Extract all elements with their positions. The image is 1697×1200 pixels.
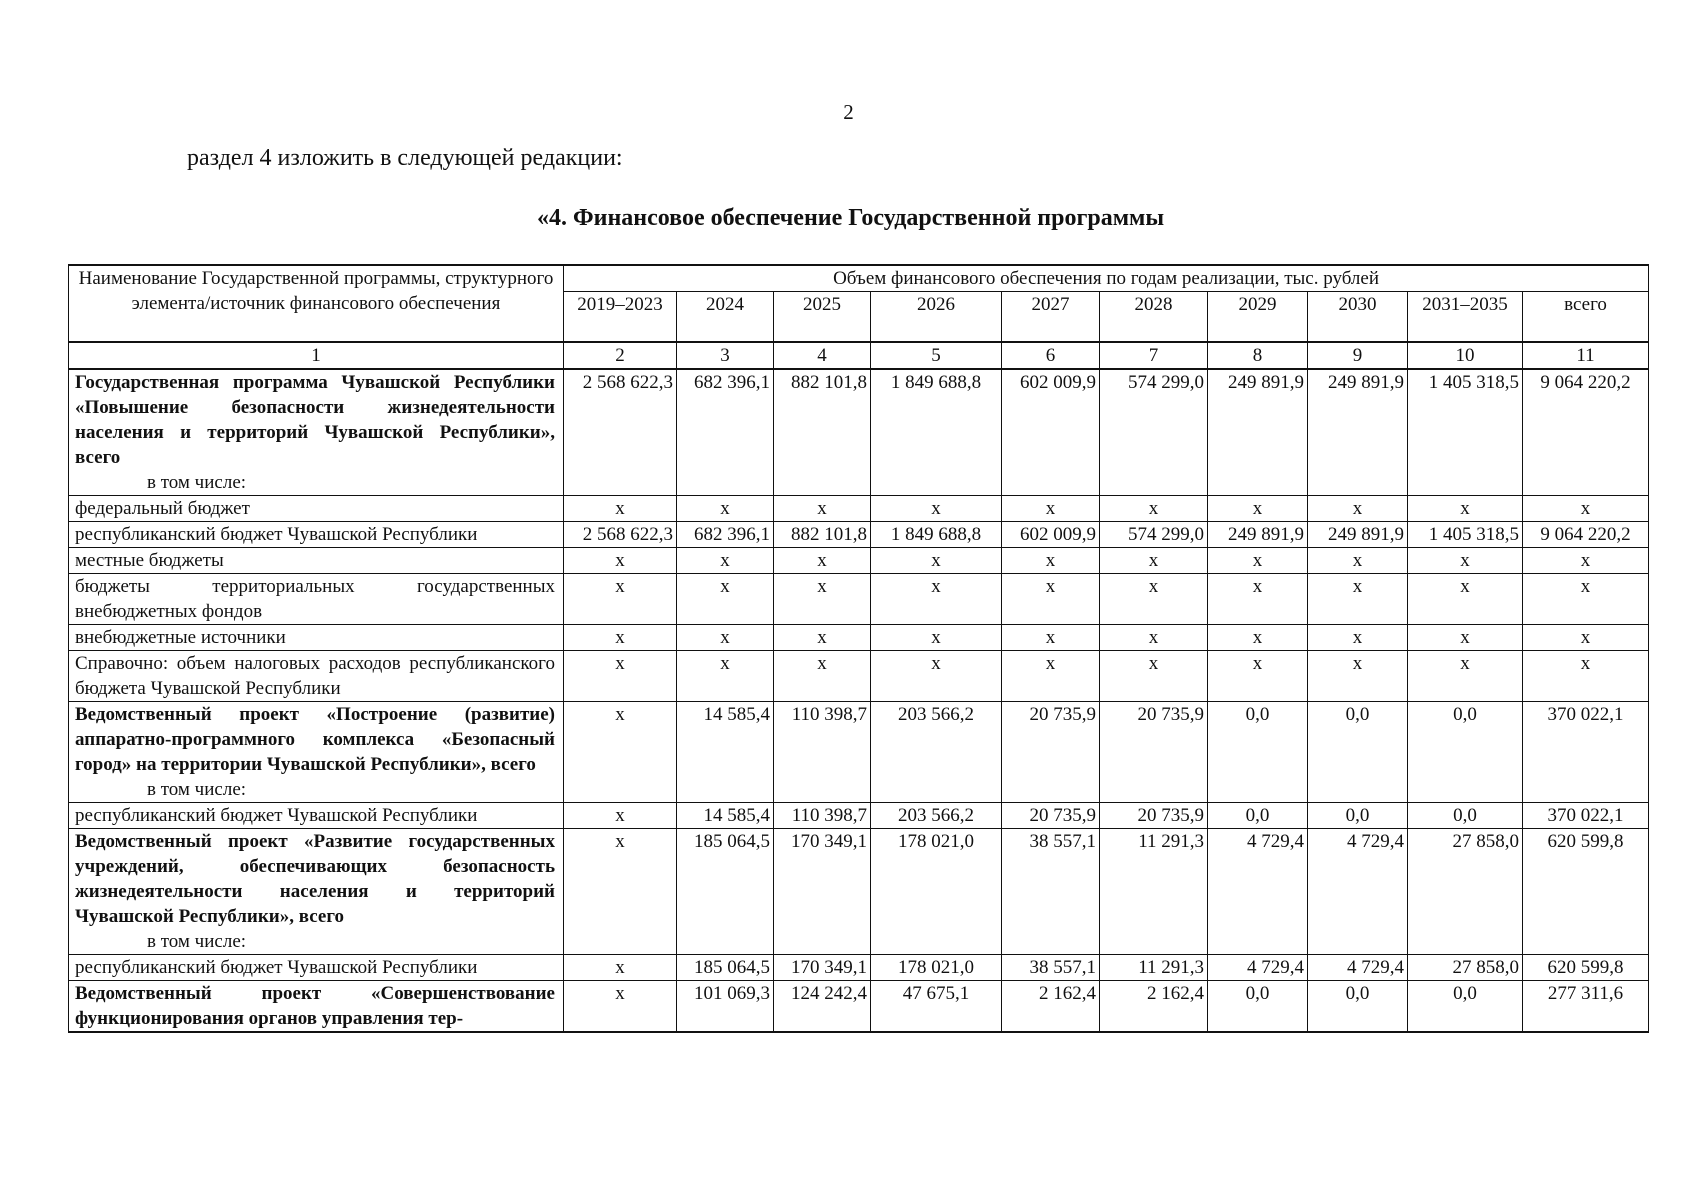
- table-row: [69, 369, 1649, 496]
- value-cell: x: [1308, 650, 1408, 701]
- value-cell: 249 891,9: [1308, 521, 1408, 547]
- value-cell: x: [564, 573, 677, 624]
- row-subtitle: в том числе:: [147, 778, 247, 800]
- value-cell: x: [564, 954, 677, 980]
- value-cell: 170 349,1: [774, 828, 871, 954]
- value-cell: x: [1523, 650, 1649, 701]
- row-name: [69, 573, 564, 624]
- value-cell: 110 398,7: [774, 701, 871, 802]
- value-cell: 602 009,9: [1002, 521, 1100, 547]
- value-cell: 682 396,1: [677, 369, 774, 496]
- value-cell: 20 735,9: [1002, 701, 1100, 802]
- column-number: 2: [564, 342, 677, 369]
- value-cell: 2 162,4: [1002, 980, 1100, 1032]
- value-cell: 620 599,8: [1523, 954, 1649, 980]
- value-cell: x: [677, 495, 774, 521]
- value-cell: 2 162,4: [1100, 980, 1208, 1032]
- value-cell: 20 735,9: [1002, 802, 1100, 828]
- value-cell: x: [564, 650, 677, 701]
- table-row: [69, 954, 1649, 980]
- row-subtitle: в том числе:: [147, 471, 247, 493]
- value-cell: 14 585,4: [677, 701, 774, 802]
- value-cell: x: [1408, 650, 1523, 701]
- value-cell: 602 009,9: [1002, 369, 1100, 496]
- intro-text: раздел 4 изложить в следующей редакции:: [187, 145, 623, 171]
- value-cell: x: [1523, 624, 1649, 650]
- header-name: Наименование Государственной программы, структурного элемента/источник финансового обеспечения: [69, 265, 564, 342]
- value-cell: 27 858,0: [1408, 954, 1523, 980]
- row-name: [69, 701, 564, 802]
- year-header: 2026: [871, 292, 1002, 342]
- value-cell: x: [1308, 495, 1408, 521]
- value-cell: 2 568 622,3: [564, 521, 677, 547]
- row-name: [69, 828, 564, 954]
- value-cell: 249 891,9: [1308, 369, 1408, 496]
- column-number: 5: [871, 342, 1002, 369]
- value-cell: x: [871, 650, 1002, 701]
- table-row: [69, 701, 1649, 802]
- value-cell: 178 021,0: [871, 954, 1002, 980]
- value-cell: x: [1308, 624, 1408, 650]
- row-name: [69, 521, 564, 547]
- row-name-text: бюджеты территориальных государственных внебюджетных фондов: [75, 575, 555, 622]
- table-row: [69, 573, 1649, 624]
- value-cell: 20 735,9: [1100, 802, 1208, 828]
- value-cell: 38 557,1: [1002, 828, 1100, 954]
- value-cell: 124 242,4: [774, 980, 871, 1032]
- row-name: [69, 547, 564, 573]
- value-cell: 20 735,9: [1100, 701, 1208, 802]
- value-cell: 2 568 622,3: [564, 369, 677, 496]
- row-name-text: федеральный бюджет: [75, 497, 250, 519]
- value-cell: x: [1208, 650, 1308, 701]
- value-cell: x: [564, 828, 677, 954]
- value-cell: 1 405 318,5: [1408, 369, 1523, 496]
- column-number: 11: [1523, 342, 1649, 369]
- value-cell: x: [871, 547, 1002, 573]
- value-cell: 101 069,3: [677, 980, 774, 1032]
- value-cell: x: [871, 624, 1002, 650]
- value-cell: x: [1002, 573, 1100, 624]
- value-cell: 882 101,8: [774, 369, 871, 496]
- value-cell: 0,0: [1208, 802, 1308, 828]
- value-cell: 14 585,4: [677, 802, 774, 828]
- value-cell: 170 349,1: [774, 954, 871, 980]
- value-cell: 0,0: [1308, 802, 1408, 828]
- value-cell: x: [774, 573, 871, 624]
- row-name-text: Ведомственный проект «Совершенствование функционирования органов управления тер-: [75, 982, 555, 1029]
- row-name: [69, 802, 564, 828]
- row-name-text: республиканский бюджет Чувашской Республики: [75, 523, 478, 545]
- value-cell: x: [677, 573, 774, 624]
- value-cell: x: [1523, 547, 1649, 573]
- value-cell: 9 064 220,2: [1523, 521, 1649, 547]
- value-cell: x: [1100, 573, 1208, 624]
- row-name-text: Справочно: объем налоговых расходов республиканского бюджета Чувашской Республики: [75, 652, 555, 699]
- row-name-text: внебюджетные источники: [75, 626, 286, 648]
- value-cell: 682 396,1: [677, 521, 774, 547]
- table-row: [69, 828, 1649, 954]
- column-number: 1: [69, 342, 564, 369]
- table-row: [69, 624, 1649, 650]
- row-name-text: Ведомственный проект «Построение (развитие) аппаратно-программного комплекса «Безопасный город» на территории Чувашской Республики», всего: [75, 703, 555, 775]
- year-header: 2019–2023: [564, 292, 677, 342]
- value-cell: 1 405 318,5: [1408, 521, 1523, 547]
- value-cell: 11 291,3: [1100, 954, 1208, 980]
- value-cell: 370 022,1: [1523, 701, 1649, 802]
- column-number: 3: [677, 342, 774, 369]
- section-title: «4. Финансовое обеспечение Государственной программы: [537, 205, 1165, 231]
- value-cell: x: [1408, 495, 1523, 521]
- row-name-text: местные бюджеты: [75, 549, 224, 571]
- column-number: 6: [1002, 342, 1100, 369]
- value-cell: x: [564, 624, 677, 650]
- value-cell: x: [1408, 624, 1523, 650]
- value-cell: 277 311,6: [1523, 980, 1649, 1032]
- value-cell: x: [1002, 624, 1100, 650]
- value-cell: 0,0: [1408, 980, 1523, 1032]
- value-cell: x: [1100, 650, 1208, 701]
- table-row: [69, 547, 1649, 573]
- value-cell: 203 566,2: [871, 701, 1002, 802]
- value-cell: x: [1208, 495, 1308, 521]
- header-group: Объем финансового обеспечения по годам реализации, тыс. рублей: [564, 265, 1649, 292]
- row-name: [69, 954, 564, 980]
- value-cell: 882 101,8: [774, 521, 871, 547]
- value-cell: 47 675,1: [871, 980, 1002, 1032]
- value-cell: x: [677, 624, 774, 650]
- value-cell: 249 891,9: [1208, 369, 1308, 496]
- year-header: 2027: [1002, 292, 1100, 342]
- value-cell: 110 398,7: [774, 802, 871, 828]
- value-cell: x: [774, 624, 871, 650]
- value-cell: x: [774, 650, 871, 701]
- value-cell: 0,0: [1208, 701, 1308, 802]
- value-cell: x: [564, 802, 677, 828]
- row-name-text: Государственная программа Чувашской Республики «Повышение безопасности жизнедеятельности населения и территорий Чувашской Республики», всего: [75, 371, 555, 468]
- value-cell: x: [1408, 547, 1523, 573]
- row-name: [69, 369, 564, 496]
- table-row: [69, 495, 1649, 521]
- financing-table: [68, 264, 1649, 1033]
- value-cell: x: [564, 701, 677, 802]
- row-name-text: Ведомственный проект «Развитие государственных учреждений, обеспечивающих безопасность жизнедеятельности населения и территорий Чувашской Республики», всего: [75, 830, 555, 927]
- value-cell: x: [1523, 495, 1649, 521]
- year-header: 2029: [1208, 292, 1308, 342]
- value-cell: 38 557,1: [1002, 954, 1100, 980]
- value-cell: 249 891,9: [1208, 521, 1308, 547]
- value-cell: 178 021,0: [871, 828, 1002, 954]
- value-cell: 4 729,4: [1208, 954, 1308, 980]
- value-cell: x: [871, 495, 1002, 521]
- row-name: [69, 650, 564, 701]
- table-row: [69, 802, 1649, 828]
- column-number: 9: [1308, 342, 1408, 369]
- year-header: 2028: [1100, 292, 1208, 342]
- value-cell: 9 064 220,2: [1523, 369, 1649, 496]
- year-header: 2025: [774, 292, 871, 342]
- value-cell: x: [1308, 573, 1408, 624]
- value-cell: x: [1208, 547, 1308, 573]
- value-cell: 0,0: [1408, 802, 1523, 828]
- row-name-text: республиканский бюджет Чувашской Республики: [75, 956, 478, 978]
- value-cell: 203 566,2: [871, 802, 1002, 828]
- table-row: [69, 521, 1649, 547]
- value-cell: x: [1002, 547, 1100, 573]
- value-cell: x: [1100, 624, 1208, 650]
- row-name: [69, 495, 564, 521]
- value-cell: x: [1002, 650, 1100, 701]
- value-cell: x: [1100, 495, 1208, 521]
- value-cell: x: [774, 547, 871, 573]
- value-cell: 574 299,0: [1100, 521, 1208, 547]
- value-cell: x: [1002, 495, 1100, 521]
- value-cell: x: [1523, 573, 1649, 624]
- value-cell: 4 729,4: [1208, 828, 1308, 954]
- value-cell: x: [564, 547, 677, 573]
- value-cell: 4 729,4: [1308, 954, 1408, 980]
- value-cell: 0,0: [1208, 980, 1308, 1032]
- value-cell: 0,0: [1308, 980, 1408, 1032]
- value-cell: 1 849 688,8: [871, 369, 1002, 496]
- value-cell: 185 064,5: [677, 954, 774, 980]
- value-cell: 620 599,8: [1523, 828, 1649, 954]
- value-cell: 0,0: [1408, 701, 1523, 802]
- year-header: всего: [1523, 292, 1649, 342]
- year-header: 2024: [677, 292, 774, 342]
- value-cell: x: [677, 547, 774, 573]
- value-cell: x: [1308, 547, 1408, 573]
- value-cell: 4 729,4: [1308, 828, 1408, 954]
- value-cell: x: [774, 495, 871, 521]
- value-cell: 11 291,3: [1100, 828, 1208, 954]
- value-cell: x: [564, 495, 677, 521]
- value-cell: x: [871, 573, 1002, 624]
- column-number: 10: [1408, 342, 1523, 369]
- column-number: 8: [1208, 342, 1308, 369]
- value-cell: x: [1208, 624, 1308, 650]
- value-cell: 370 022,1: [1523, 802, 1649, 828]
- row-name-text: республиканский бюджет Чувашской Республики: [75, 804, 478, 826]
- row-name: [69, 980, 564, 1032]
- value-cell: x: [1100, 547, 1208, 573]
- column-number: 4: [774, 342, 871, 369]
- value-cell: x: [677, 650, 774, 701]
- value-cell: 574 299,0: [1100, 369, 1208, 496]
- table-row: [69, 980, 1649, 1032]
- page-number: 2: [843, 100, 854, 124]
- row-name: [69, 624, 564, 650]
- value-cell: x: [1408, 573, 1523, 624]
- value-cell: 185 064,5: [677, 828, 774, 954]
- value-cell: 27 858,0: [1408, 828, 1523, 954]
- table-row: [69, 650, 1649, 701]
- row-subtitle: в том числе:: [147, 930, 247, 952]
- year-header: 2030: [1308, 292, 1408, 342]
- value-cell: x: [1208, 573, 1308, 624]
- value-cell: x: [564, 980, 677, 1032]
- year-header: 2031–2035: [1408, 292, 1523, 342]
- value-cell: 1 849 688,8: [871, 521, 1002, 547]
- column-number: 7: [1100, 342, 1208, 369]
- value-cell: 0,0: [1308, 701, 1408, 802]
